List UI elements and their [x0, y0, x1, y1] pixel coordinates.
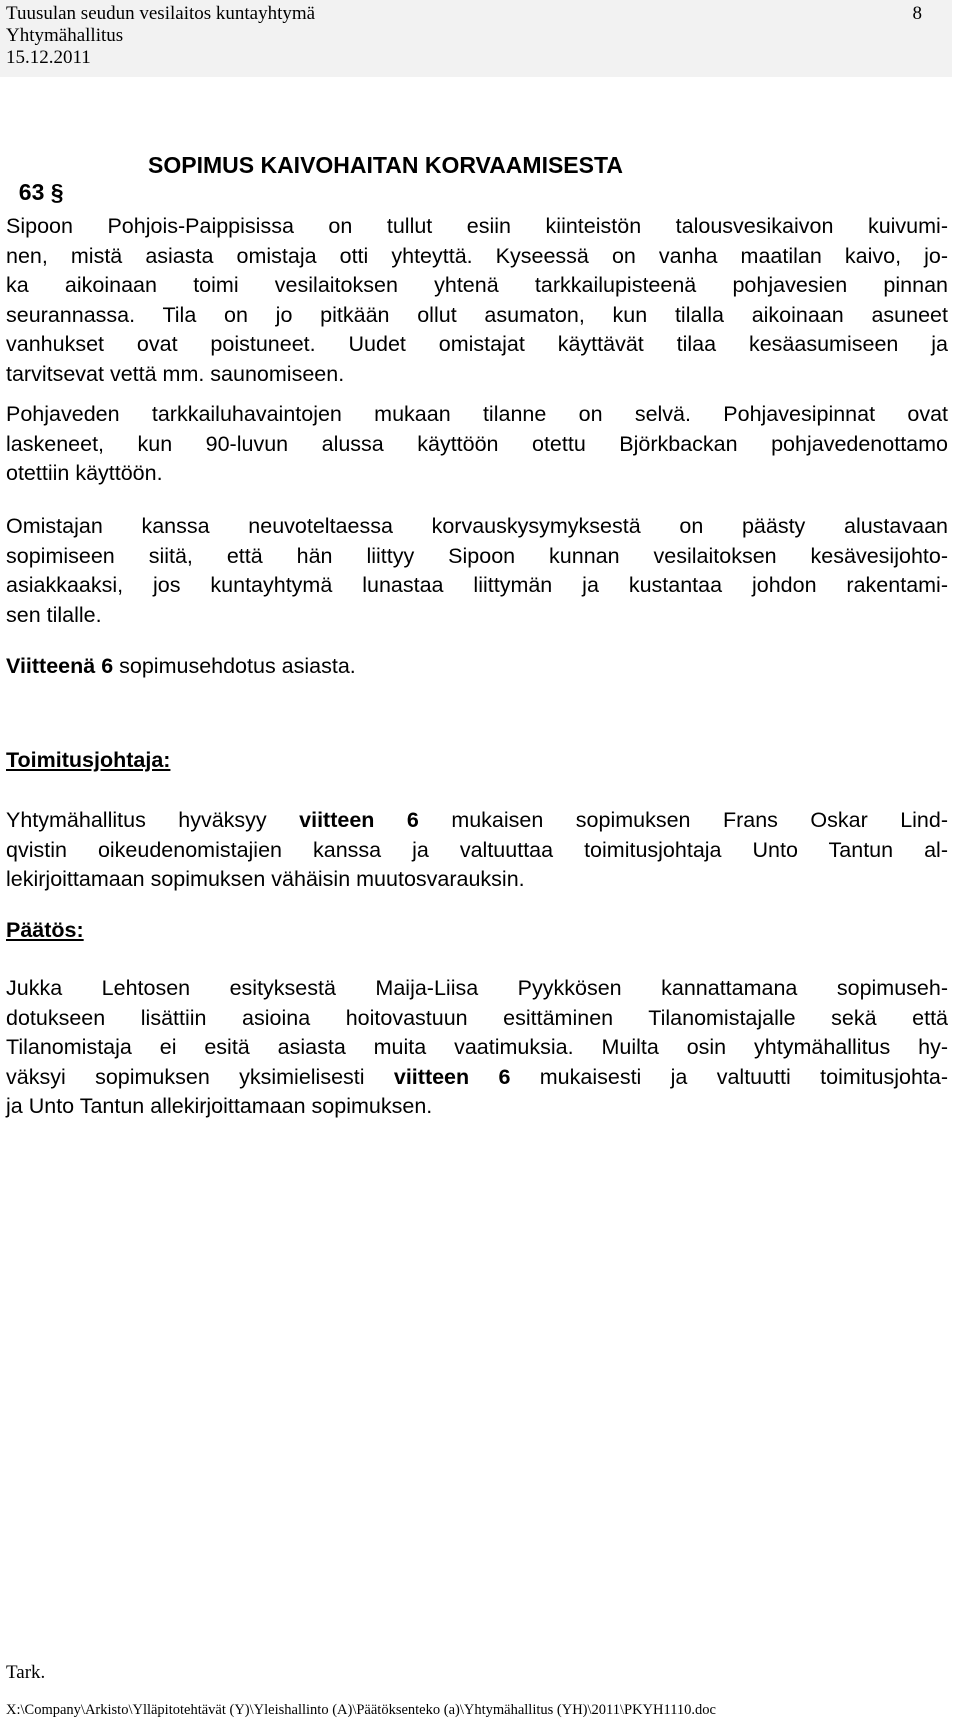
- text-line: laskeneet, kun 90-luvun alussa käyttöön otettu Björkbackan pohjavedenottamo: [6, 431, 948, 456]
- text-line: Jukka Lehtosen esityksestä Maija-Liisa Pyykkösen kannattamana sopimuseh-: [6, 976, 948, 1000]
- text-fragment: väksyi sopimuksen yksimielisesti: [6, 1064, 394, 1089]
- text-line: Pohjaveden tarkkailuhavaintojen mukaan tilanne on selvä. Pohjavesipinnat ovat: [6, 402, 948, 426]
- text-line: tarvitsevat vettä mm. saunomiseen.: [6, 361, 345, 386]
- text-line: Sipoon Pohjois-Paippisissa on tullut esiin kiinteistön talousvesikaivon kuivumi-: [6, 214, 948, 238]
- text-line: qvistin oikeudenomistajien kanssa ja valtuuttaa toimitusjohtaja Unto Tantun al-: [6, 837, 948, 862]
- header-organization: Tuusulan seudun vesilaitos kuntayhtymä: [6, 3, 316, 24]
- text-line: nen, mistä asiasta omistaja otti yhteyttä. Kyseessä on vanha maatilan kaivo, jo-: [6, 243, 948, 268]
- text-line: ja Unto Tantun allekirjoittamaan sopimuksen.: [6, 1094, 433, 1118]
- proposal-heading: Toimitusjohtaja:: [6, 748, 171, 772]
- header-date: 15.12.2011: [6, 47, 91, 68]
- decision-heading: Päätös:: [6, 918, 84, 942]
- header-body: Yhtymähallitus: [6, 25, 124, 46]
- page-number: 8: [912, 3, 922, 24]
- paragraph-background: [6, 212, 948, 389]
- text-line: sopimiseen siitä, että hän liittyy Sipoon kunnan vesilaitoksen kesävesijohto-: [6, 543, 948, 568]
- text-fragment: mukaisesti ja valtuutti toimitusjohta-: [510, 1064, 948, 1089]
- section-title: SOPIMUS KAIVOHAITAN KORVAAMISESTA: [148, 152, 623, 178]
- text-line: lekirjoittamaan sopimuksen vähäisin muutosvarauksin.: [6, 867, 525, 891]
- text-fragment: Yhtymähallitus hyväksyy: [6, 808, 300, 832]
- text-line: [6, 652, 948, 682]
- reference-bold: viitteen 6: [299, 808, 419, 832]
- page-header: [0, 0, 952, 77]
- text-fragment: mukaisen sopimuksen Frans Oskar Lind-: [418, 808, 949, 832]
- decision-text: [6, 974, 948, 1122]
- reference-bold: Viitteenä 6: [6, 654, 114, 678]
- text-line: Tilanomistaja ei esitä asiasta muita vaatimuksia. Muilta osin yhtymähallitus hy-: [6, 1035, 948, 1059]
- paragraph-negotiation: [6, 512, 948, 630]
- text-line: seurannassa. Tila on jo pitkään ollut asumaton, kun tilalla aikoinaan asuneet: [6, 302, 948, 327]
- text-line: otettiin käyttöön.: [6, 461, 163, 485]
- text-line: [6, 806, 948, 836]
- text-line: vanhukset ovat poistuneet. Uudet omistajat käyttävät tilaa kesäasumiseen ja: [6, 332, 948, 356]
- header-left: [6, 3, 315, 69]
- paragraph-monitoring: [6, 400, 948, 489]
- proposal-text: [6, 806, 948, 895]
- footer-file-path: X:\Company\Arkisto\Ylläpitotehtävät (Y)\Yleishallinto (A)\Päätöksenteko (a)\Yhtymähallitus (YH)\2011\PKYH1110.doc: [6, 1702, 716, 1718]
- paragraph-reference: [6, 652, 948, 682]
- text-line: dotukseen lisättiin asioina hoitovastuun esittäminen Tilanomistajalle sekä että: [6, 1005, 948, 1030]
- footer-tark: Tark.: [6, 1662, 46, 1683]
- reference-rest: sopimusehdotus asiasta.: [113, 654, 356, 678]
- section-number: 63 §: [18, 179, 64, 205]
- text-line: sen tilalle.: [6, 602, 102, 627]
- text-line: Omistajan kanssa neuvoteltaessa korvauskysymyksestä on päästy alustavaan: [6, 514, 948, 538]
- text-line: [6, 1063, 948, 1093]
- text-line: ka aikoinaan toimi vesilaitoksen yhtenä tarkkailupisteenä pohjavesien pinnan: [6, 273, 948, 297]
- text-line: asiakkaaksi, jos kuntayhtymä lunastaa liittymän ja kustantaa johdon rakentami-: [6, 573, 948, 597]
- reference-bold: viitteen 6: [393, 1064, 511, 1089]
